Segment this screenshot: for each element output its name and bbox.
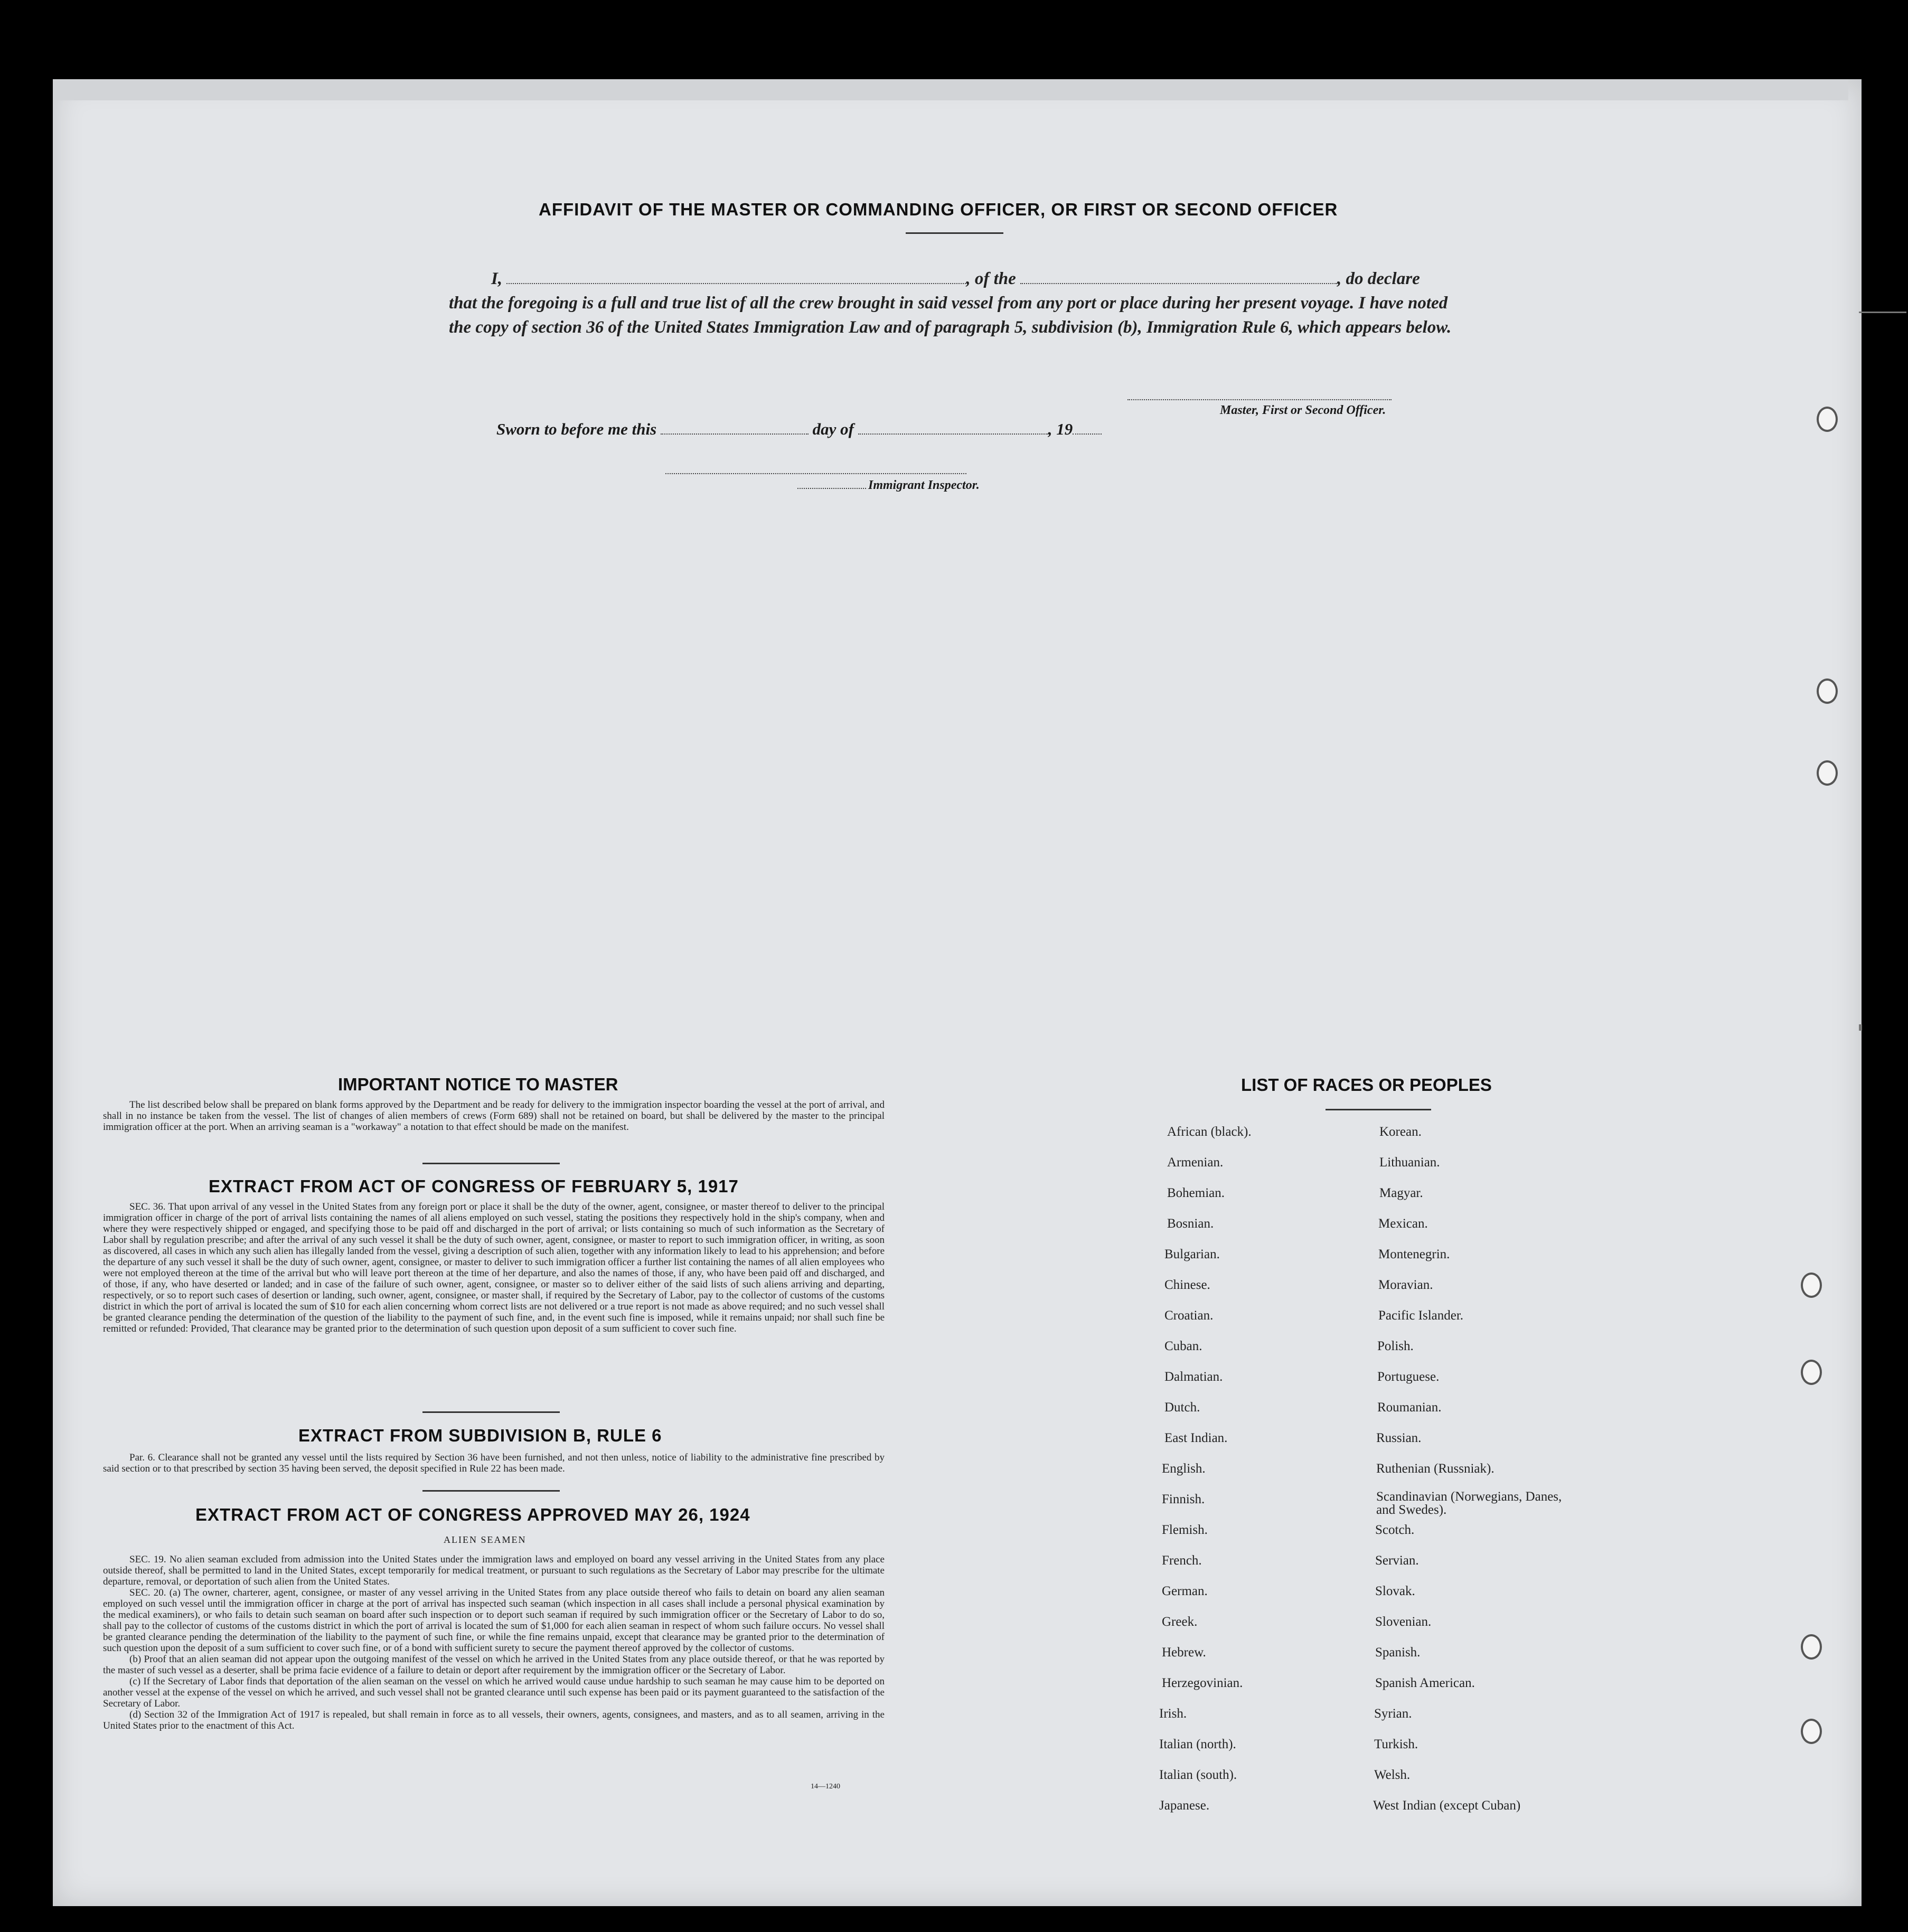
races-title: LIST OF RACES OR PEOPLES <box>1241 1075 1492 1095</box>
extract3-paragraph: (b) Proof that an alien seaman did not appear upon the outgoing manifest of the vessel on which he arrived in the United States from any place outside thereof, or that he was reported by the master of such vessel as a deserter, shall be prima facie evidence of a failure to detain or deport after requirement by the immigration officer or the Secretary of Labor. <box>103 1654 885 1676</box>
sworn-prefix: Sworn to before me this <box>496 420 657 438</box>
race-item: African (black). <box>1167 1125 1252 1139</box>
of-the-label: , of the <box>966 269 1016 288</box>
extract1-title: EXTRACT FROM ACT OF CONGRESS OF FEBRUARY 5, 1917 <box>209 1176 739 1196</box>
inspector-prefix-blank[interactable] <box>797 479 866 489</box>
race-item: Turkish. <box>1374 1737 1418 1751</box>
race-item: Dalmatian. <box>1164 1370 1223 1384</box>
race-item: Slovenian. <box>1375 1615 1432 1629</box>
extract3-paragraph: (d) Section 32 of the Immigration Act of 1917 is repealed, but shall remain in force as to all vessels, their owners, agents, consignees, and masters, and as to all seamen, arriving in the United States prior to the enactment of this Act. <box>103 1709 885 1731</box>
race-item: Dutch. <box>1164 1400 1200 1415</box>
race-item: Greek. <box>1162 1615 1198 1629</box>
race-item: Italian (south). <box>1159 1768 1237 1782</box>
form-number: 14—1240 <box>811 1783 840 1790</box>
race-item: Mexican. <box>1378 1217 1428 1231</box>
race-item: English. <box>1162 1462 1206 1476</box>
race-item: Bohemian. <box>1167 1186 1225 1200</box>
race-item: Herzegovinian. <box>1162 1676 1243 1690</box>
inspector-signature-block <box>665 465 980 493</box>
race-item: Servian. <box>1375 1553 1419 1568</box>
race-item: Hebrew. <box>1162 1645 1206 1660</box>
sworn-day-label: day of <box>812 420 854 438</box>
affidavit-title: AFFIDAVIT OF THE MASTER OR COMMANDING OFFICER, OR FIRST OR SECOND OFFICER <box>539 200 1338 219</box>
race-item: Russian. <box>1376 1431 1422 1445</box>
race-item: Roumanian. <box>1377 1400 1442 1415</box>
race-item: Scandinavian (Norwegians, Danes, and Swedes). <box>1376 1490 1562 1517</box>
sworn-month-blank[interactable] <box>858 417 1048 435</box>
affidavit-body-text: that the foregoing is a full and true list of all the crew brought in said vessel from any port or place during her present voyage. I have noted the copy of section 36 of the United States Immigration Law and of paragraph 5, subdivision (b), Immigration Rule 6, which appears below. <box>449 294 1452 337</box>
inspector-signature-line[interactable] <box>665 465 966 474</box>
race-item: Croatian. <box>1164 1308 1214 1323</box>
race-item: Moravian. <box>1378 1278 1433 1292</box>
extract3-paragraph: (c) If the Secretary of Labor finds that deportation of the alien seaman on the vessel on which he arrived would cause undue hardship to such seaman he may cause him to be deported on another vessel at the expense of the vessel on which he arrived, and such vessel shall not be granted clearance until such expense has been paid or its payment guaranteed to the satisfaction of the Secretary of Labor. <box>103 1676 885 1709</box>
paper-top-edge <box>53 79 1848 100</box>
sworn-year-blank[interactable] <box>1073 417 1102 435</box>
title-underline <box>906 232 1003 234</box>
race-item: Syrian. <box>1374 1707 1412 1721</box>
affidavit-declaration-line <box>449 266 1463 291</box>
notice-title: IMPORTANT NOTICE TO MASTER <box>338 1075 618 1094</box>
scan-mark <box>1859 1024 1862 1031</box>
race-item: Magyar. <box>1379 1186 1423 1200</box>
race-item: Bosnian. <box>1167 1217 1214 1231</box>
race-item: Ruthenian (Russniak). <box>1376 1462 1495 1476</box>
race-item: Spanish American. <box>1375 1676 1475 1690</box>
race-item: French. <box>1162 1553 1202 1568</box>
race-item: Pacific Islander. <box>1378 1308 1464 1323</box>
sworn-line <box>496 417 1102 439</box>
race-item: Irish. <box>1159 1707 1187 1721</box>
master-signature-line[interactable] <box>1127 391 1392 400</box>
binder-hole <box>1817 760 1838 786</box>
race-item: Polish. <box>1377 1339 1414 1353</box>
race-item: Finnish. <box>1162 1492 1205 1506</box>
affidavit-body-block <box>449 266 1463 340</box>
race-item: Flemish. <box>1162 1523 1208 1537</box>
divider <box>422 1411 560 1413</box>
binder-hole <box>1801 1360 1822 1385</box>
race-item: Welsh. <box>1374 1768 1411 1782</box>
extract1-text: SEC. 36. That upon arrival of any vessel in the United States from any foreign port or place it shall be the duty of the owner, agent, consignee, or master thereof to deliver to the principal immigration officer in charge of the port of arrival lists containing the names of all aliens employed on such vessel, stating the positions they respectively hold in the ship's company, when and where they were respectively shipped or engaged, and specifying those to be paid off and discharged in the port of arrival; or lists containing so much of such information as the Secretary of Labor shall by regulation prescribe; and after the arrival of any such vessel it shall be the duty of such owner, agent, consignee, or master to report to such immigration officer, in writing, as soon as discovered, all cases in which any such alien has illegally landed from the vessel, giving a description of such alien, together with any information likely to lead to his apprehension; and before the departure of any such vessel it shall be the duty of such owner, agent, consignee, or master to deliver to such immigration officer a further list containing the names of all alien employees who were not employed thereon at the time of the arrival but who will leave port thereon at the time of her departure, and also the names of those, if any, who have been paid off and discharged, and of those, if any, who have deserted or landed; and in case of the failure of such owner, agent, consignee, or master so to deliver either of the said lists of such aliens arriving and departing, respectively, or so to report such cases of desertion or landing, such owner, agent, consignee, or master shall, if required by the Secretary of Labor, pay to the collector of customs of the customs district in which the port of arrival is located the sum of $10 for each alien concerning whom correct lists are not delivered or a true report is not made as above required; and no such vessel shall be granted clearance pending the determination of the question of the liability to the payment of such fine, and, in the event such fine is imposed, while it remains unpaid; nor shall such fine be remitted or refunded: Provided, That clearance may be granted prior to the determination of such question upon deposit of a sum sufficient to cover such fine. <box>103 1201 885 1334</box>
extract3-paragraph: SEC. 20. (a) The owner, charterer, agent, consignee, or master of any vessel arriving in the United States from any place outside thereof who fails to detain on board any alien seaman employed on such vessel until the immigration officer in charge at the port of arrival has inspected such seaman (which inspection in all cases shall include a personal physical examination by the medical examiners), or who fails to detain such seaman on board after such inspection or to deport such seaman if required by such immigration officer or the Secretary of Labor to do so, shall pay to the collector of customs of the customs district in which the port of arrival is located the sum of $1,000 for each alien seaman in respect of whom such failure occurs. No vessel shall be granted clearance pending the determination of the liability to the payment of such fine, or while the fine remains unpaid, except that clearance may be granted prior to the determination of such question upon the deposit of a sum sufficient to cover such fine, or of a bond with sufficient surety to secure the payment thereof approved by the collector of customs. <box>103 1587 885 1654</box>
extract3-body <box>103 1554 885 1731</box>
race-item: Lithuanian. <box>1379 1155 1440 1170</box>
race-item: Italian (north). <box>1159 1737 1236 1751</box>
scan-mark <box>1859 312 1906 313</box>
extract2-text: Par. 6. Clearance shall not be granted any vessel until the lists required by Section 36 have been furnished, and not then unless, notice of liability to the administrative fine prescribed by said section or to that prescribed by section 35 having been served, the deposit specified in Rule 22 has been made. <box>103 1452 885 1474</box>
race-item: Japanese. <box>1159 1798 1210 1813</box>
races-title-underline <box>1326 1109 1431 1110</box>
race-item: Spanish. <box>1375 1645 1421 1660</box>
do-declare-label: , do declare <box>1337 269 1420 288</box>
binder-hole <box>1817 407 1838 432</box>
binder-hole <box>1817 678 1838 704</box>
binder-hole <box>1801 1634 1822 1660</box>
race-item: Armenian. <box>1167 1155 1224 1170</box>
extract3-subtitle: ALIEN SEAMEN <box>444 1534 527 1545</box>
notice-text: The list described below shall be prepared on blank forms approved by the Department and be ready for delivery to the immigration inspector boarding the vessel at the port of arrival, and shall in no instance be taken from the vessel. The list of changes of alien members of crews (Form 689) shall not be retained on board, but shall be delivered by the master to the principal immigration officer at the port. When an arriving seaman is a "workaway" a notation to that effect should be made on the manifest. <box>103 1099 885 1133</box>
extract3-paragraph: SEC. 19. No alien seaman excluded from admission into the United States under the immigration laws and employed on board any vessel arriving in the United States from any place outside thereof, shall be permitted to land in the United States, except temporarily for medical treatment, or pursuant to such regulations as the Secretary of Labor may prescribe for the ultimate departure, removal, or deportation of such alien from the United States. <box>103 1554 885 1587</box>
master-signature-caption: Master, First or Second Officer. <box>1220 403 1386 417</box>
divider <box>422 1490 560 1492</box>
divider <box>422 1163 560 1164</box>
extract2-title: EXTRACT FROM SUBDIVISION B, RULE 6 <box>298 1426 662 1445</box>
binder-hole <box>1801 1273 1822 1298</box>
race-item: East Indian. <box>1164 1431 1228 1445</box>
sworn-day-blank[interactable] <box>661 417 809 435</box>
inspector-caption: Immigrant Inspector. <box>868 478 980 492</box>
i-label: I, <box>491 269 503 288</box>
name-blank[interactable] <box>506 266 966 284</box>
extract3-title: EXTRACT FROM ACT OF CONGRESS APPROVED MAY 26, 1924 <box>195 1505 750 1524</box>
race-item: Chinese. <box>1164 1278 1210 1292</box>
race-item: German. <box>1162 1584 1208 1598</box>
vessel-blank[interactable] <box>1020 266 1337 284</box>
race-item: Bulgarian. <box>1164 1247 1220 1261</box>
sworn-year-label: , 19 <box>1048 420 1073 438</box>
race-item: Korean. <box>1379 1125 1422 1139</box>
race-item: Cuban. <box>1164 1339 1202 1353</box>
race-item: Montenegrin. <box>1378 1247 1450 1261</box>
race-item: Portuguese. <box>1377 1370 1440 1384</box>
race-item: West Indian (except Cuban) <box>1373 1798 1521 1813</box>
master-signature-block <box>1220 391 1421 418</box>
binder-hole <box>1801 1719 1822 1744</box>
race-item: Slovak. <box>1375 1584 1415 1598</box>
race-item: Scotch. <box>1375 1523 1415 1537</box>
